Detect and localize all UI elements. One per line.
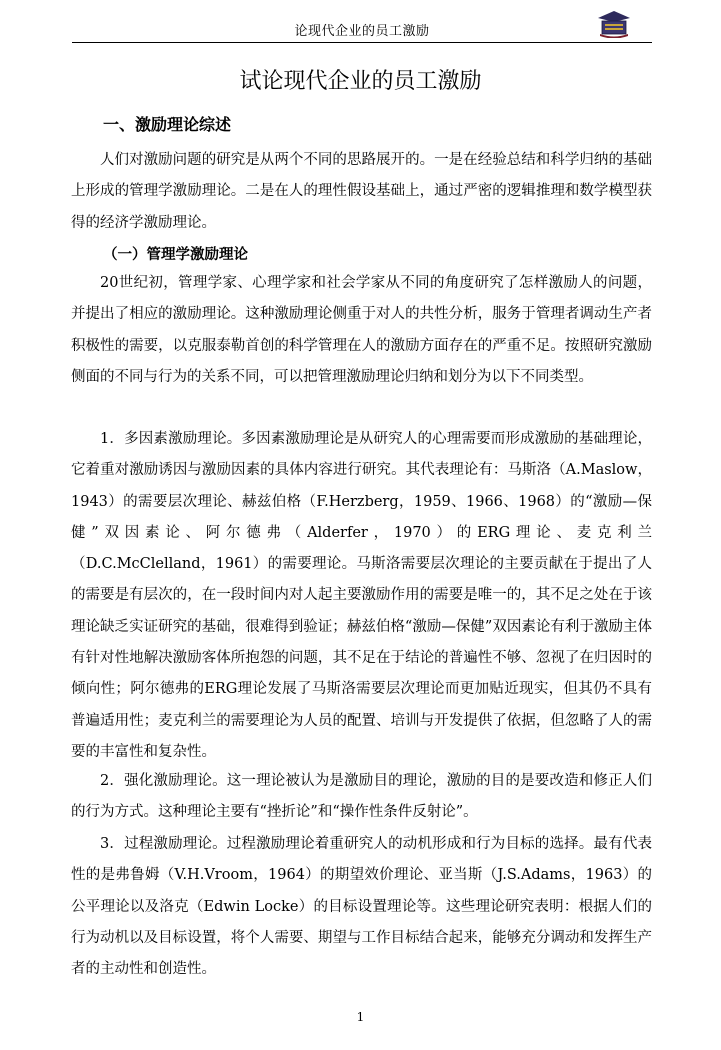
section-heading: 一、激励理论综述: [103, 115, 232, 134]
paragraph-reinforcement-theory: 2．强化激励理论。这一理论被认为是激励目的理论，激励的目的是要改造和修正人们的行为方式。这种理论主要有“挫折论”和“操作性条件反射论”。: [71, 773, 652, 821]
running-header: [72, 14, 652, 43]
intro-paragraph: 人们对激励问题的研究是从两个不同的思路展开的。一是在经验总结和科学归纳的基础上形成的管理学激励理论。二是在人的理性假设基础上，通过严密的逻辑推理和数学模型获得的经济学激励理论。: [71, 152, 652, 231]
running-header-title: 论现代企业的员工激励: [294, 24, 430, 39]
university-crest-icon: [597, 10, 631, 38]
document-title: 试论现代企业的员工激励: [239, 69, 482, 94]
paragraph-process-theory: 3．过程激励理论。过程激励理论着重研究人的动机形成和行为目标的选择。最有代表性的是弗鲁姆（V.H.Vroom，1964）的期望效价理论、亚当斯（J.S.Adams，1963）的公平理论以及洛克（Edwin Locke）的目标设置理论等。这些理论研究表明：根据人们的行为动机以及目标设置，将个人需要、期望与工作目标结合起来，能够充分调动和发挥生产者的主动性和创造性。: [71, 836, 652, 978]
subsection-heading: （一）管理学激励理论: [103, 247, 248, 263]
page-number: 1: [356, 1010, 365, 1024]
paragraph-20th-century: 20世纪初，管理学家、心理学家和社会学家从不同的角度研究了怎样激励人的问题，并提出了相应的激励理论。这种激励理论侧重于对人的共性分析，服务于管理者调动生产者积极性的需要，以克服泰勒首创的科学管理在人的激励方面存在的严重不足。按照研究激励侧面的不同与行为的关系不同，可以把管理激励理论归纳和划分为以下不同类型。: [71, 275, 652, 385]
paragraph-multi-factor-theory: 1．多因素激励理论。多因素激励理论是从研究人的心理需要而形成激励的基础理论，它着重对激励诱因与激励因素的具体内容进行研究。其代表理论有：马斯洛（A.Maslow，1943）的需要层次理论、赫兹伯格（F.Herzberg，1959、1966、1968）的“激励—保健”双因素论、阿尔德弗（Alderfer，1970）的ERG理论、麦克利兰（D.C.McClelland，1961）的需要理论。马斯洛需要层次理论的主要贡献在于提出了人的需要是有层次的，在一段时间内对人起主要激励作用的需要是唯一的，其不足之处在于该理论缺乏实证研究的基础，很难得到验证；赫兹伯格“激励—保健”双因素论有利于激励主体有针对性地解决激励客体所抱怨的问题，其不足在于结论的普遍性不够、忽视了在归因时的倾向性；阿尔德弗的ERG理论发展了马斯洛需要层次理论而更加贴近现实，但其仍不具有普遍适用性；麦克利兰的需要理论为人员的配置、培训与开发提供了依据，但忽略了人的需要的丰富性和复杂性。: [71, 431, 652, 760]
